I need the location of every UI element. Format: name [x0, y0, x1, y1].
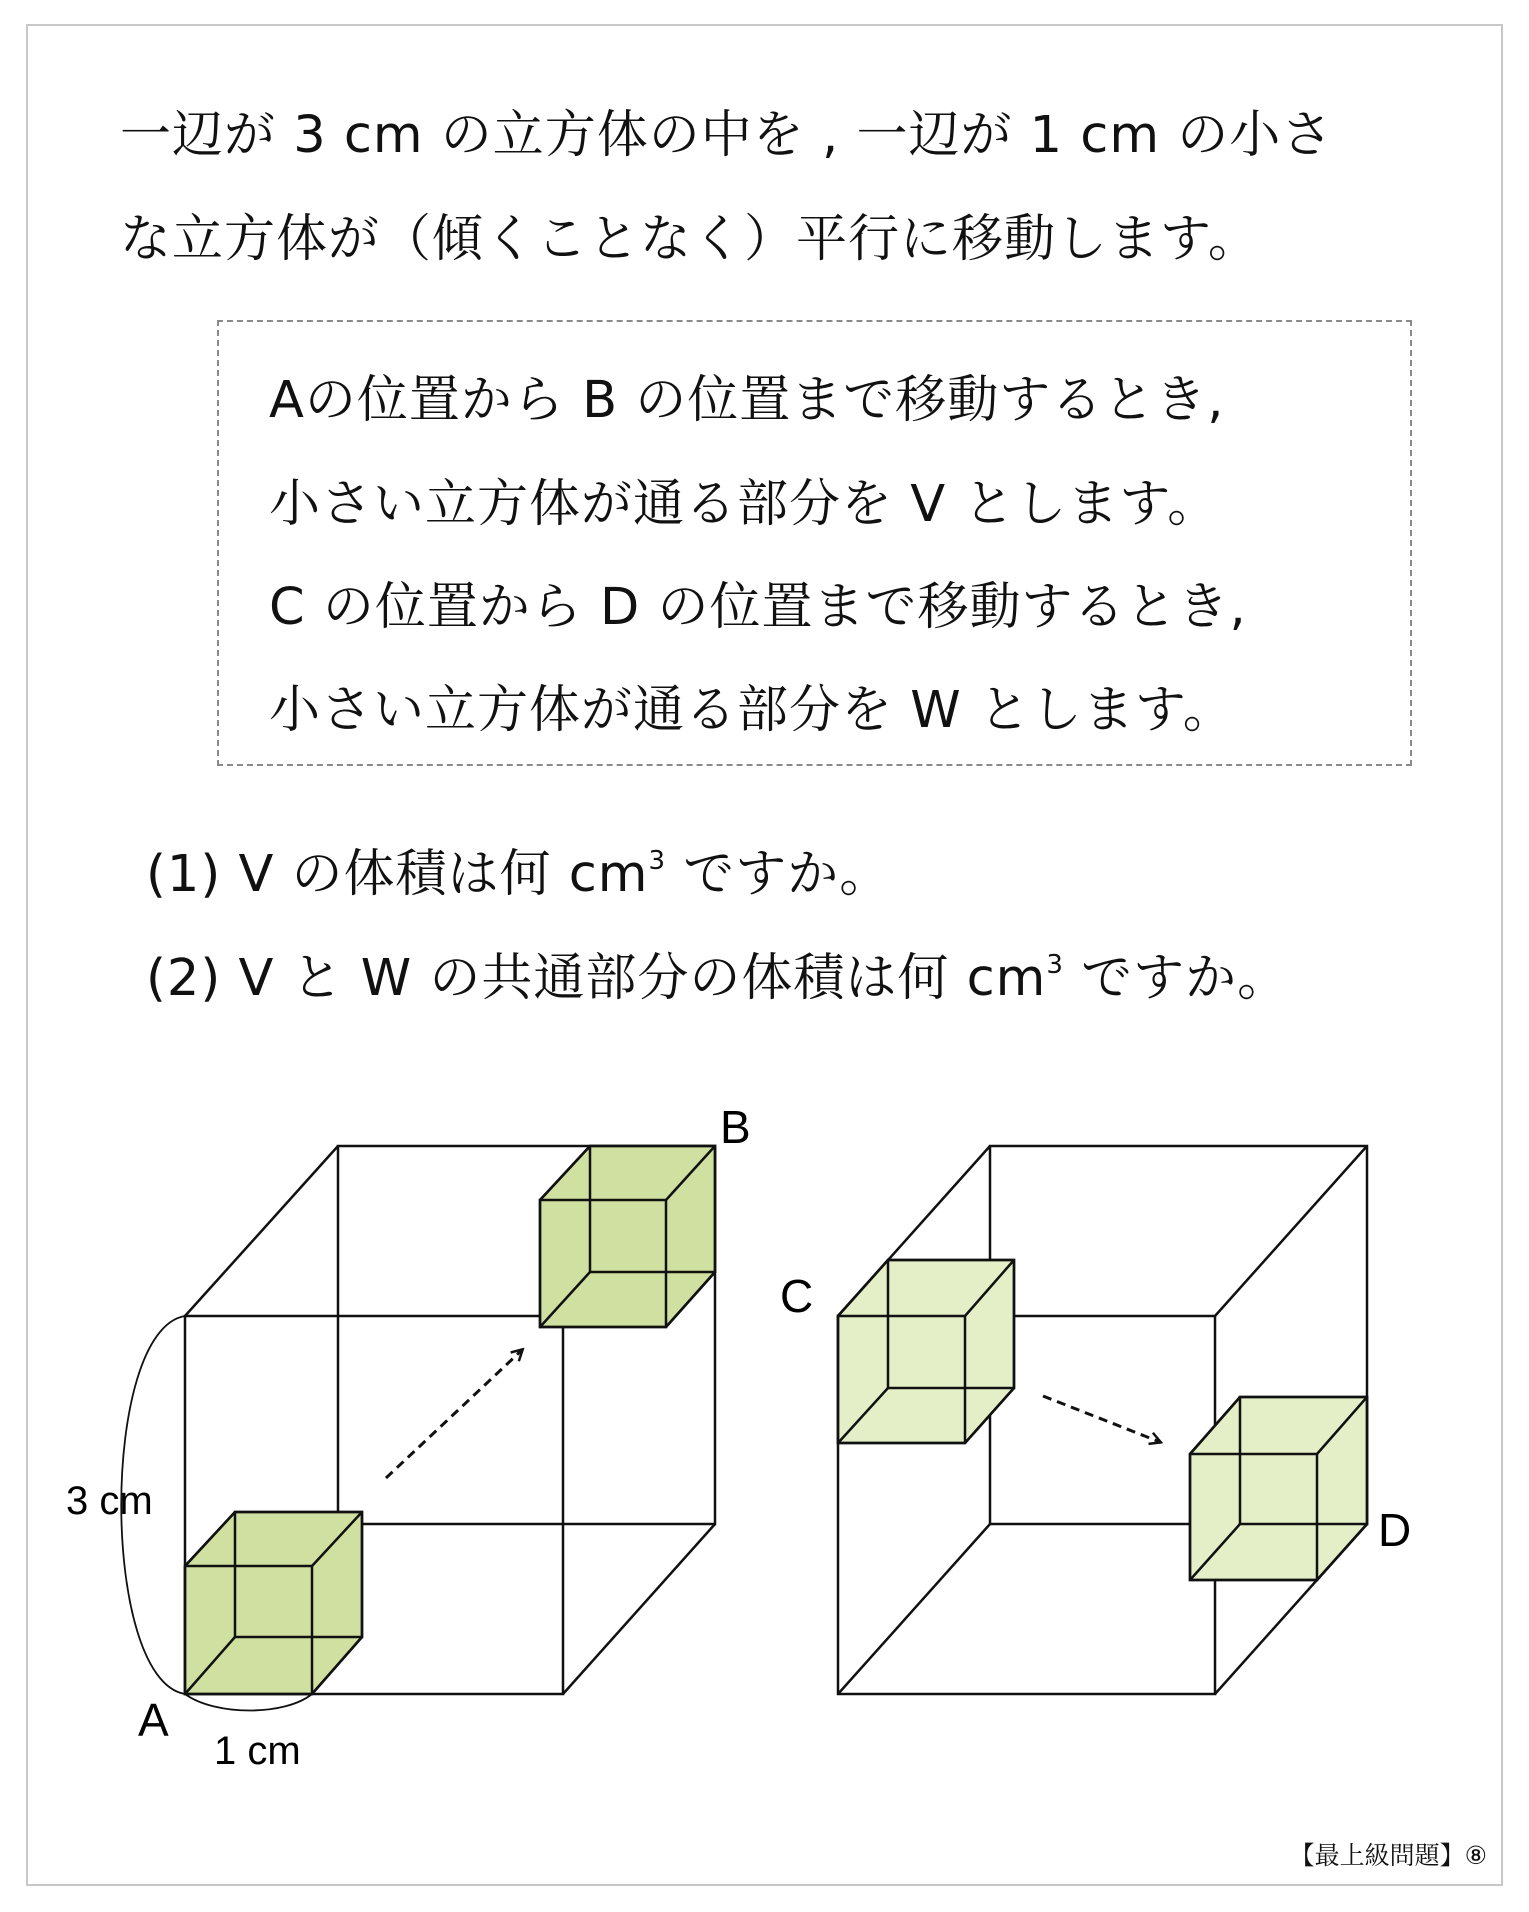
width-dimension-arc	[185, 1694, 312, 1711]
question-2-exponent: 3	[1046, 950, 1064, 980]
height-dimension-label: 3 cm	[66, 1479, 153, 1523]
box-line-2: 小さい立方体が通る部分を V とします。	[269, 475, 1220, 534]
small-cube-d	[1190, 1397, 1367, 1580]
box-line-3: C の位置から D の位置まで移動するとき,	[269, 578, 1247, 637]
label-d: D	[1378, 1504, 1412, 1556]
question-1-ending: ですか。	[666, 845, 892, 904]
intro-line-1: 一辺が 3 cm の立方体の中を , 一辺が 1 cm の小さ	[120, 106, 1334, 165]
footer-label: 【最上級問題】⑧	[1289, 1841, 1487, 1870]
right-cube-edge	[1215, 1146, 1367, 1316]
question-2-text: (2) V と W の共通部分の体積は何 cm	[146, 949, 1047, 1008]
small-cube-a	[185, 1512, 362, 1694]
label-c: C	[780, 1270, 814, 1322]
question-2-ending: ですか。	[1063, 949, 1290, 1008]
left-cube-edge	[185, 1146, 338, 1316]
question-1-exponent: 3	[648, 846, 667, 876]
question-1-text: (1) V の体積は何 cm	[146, 845, 649, 904]
left-cube-edge	[563, 1524, 715, 1694]
label-b: B	[720, 1101, 751, 1153]
label-a: A	[138, 1694, 169, 1746]
small-cube-b	[540, 1146, 715, 1327]
arrow-a-to-b	[386, 1350, 522, 1478]
intro-line-2: な立方体が（傾くことなく）平行に移動します。	[120, 210, 1260, 269]
width-dimension-label: 1 cm	[214, 1729, 301, 1773]
arrow-c-to-d	[1043, 1396, 1160, 1442]
small-cube-c	[838, 1260, 1014, 1443]
right-cube-edge	[838, 1524, 990, 1694]
box-line-4: 小さい立方体が通る部分を W とします。	[269, 681, 1235, 740]
box-line-1: Aの位置から B の位置まで移動するとき,	[269, 371, 1225, 430]
